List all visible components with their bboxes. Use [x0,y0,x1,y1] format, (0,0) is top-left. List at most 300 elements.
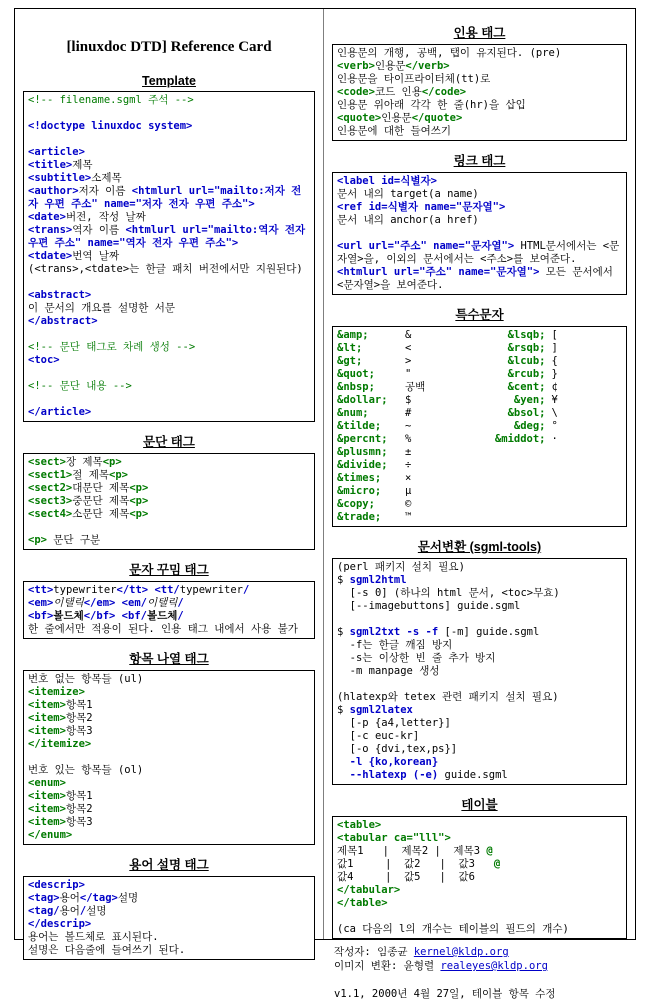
entity-value: ± [405,446,411,458]
code-line [337,639,622,652]
link-tags-box [332,172,627,295]
code-text: 용어 [60,892,80,904]
section-list-tags [23,649,315,845]
code-line [28,172,310,185]
code-line [337,86,622,99]
entity-value: 공백 [405,381,425,393]
code-line [28,944,310,957]
code-text: 제목 [72,159,92,171]
code-line [337,717,622,730]
code-line [28,738,310,751]
code-text: [-c euc-kr] [337,730,419,742]
sgml-tag: </enum> [28,829,72,841]
sgml-tag: </tag> [80,892,118,904]
code-line [337,240,622,266]
code-text: 버전, 작성 날짜 [66,211,146,223]
section-special-chars [332,305,627,527]
code-text: $ [337,704,350,716]
code-text [337,756,350,768]
code-line [28,120,310,133]
code-line [28,777,310,790]
code-text: [-o {dvi,tex,ps}] [337,743,457,755]
code-text: 인용문의 개행, 공백, 탭이 유지된다. (pre) [337,47,561,59]
sgml-tag: </tt> [117,584,149,596]
code-text: 항목1 [66,699,93,711]
code-text: 값4 | 값5 | 값6 [337,871,475,883]
description-tags-heading: 용어 설명 태그 [23,855,315,873]
sgml-tag: </verb> [405,60,449,72]
converter-email-link[interactable]: realeyes@kldp.org [440,960,547,972]
code-text: [-p {a4,letter}] [337,717,451,729]
sgml-tag: <date> [28,211,66,223]
sgml-tag: <sect> [28,456,66,468]
entity-name: &lt; [337,342,399,355]
code-line [28,146,310,159]
entity-value: # [405,407,411,419]
sgml-tag: </table> [337,897,388,909]
code-text: (perl 패키지 설치 필요) [337,561,465,573]
code-text: (<trans>,<tdate>는 한글 패치 버전에서만 지원된다) [28,263,303,275]
code-line [337,266,622,292]
sgml-tag: <author> [28,185,79,197]
entity-row [480,407,623,420]
sgml-tag: </bf> [84,610,116,622]
sgml-tag: </quote> [412,112,463,124]
code-line [28,918,310,931]
code-line [337,201,622,214]
card-title: [linuxdoc DTD] Reference Card [23,39,315,56]
sgml-tag: <!doctype linuxdoc system> [28,120,192,132]
entity-name: &plusmn; [337,446,399,459]
code-line [28,224,310,250]
char-decoration-tags-heading: 문자 꾸밈 태그 [23,560,315,578]
code-line [337,652,622,665]
code-line [337,175,622,188]
code-line [28,107,310,120]
code-text: 절 제목 [72,469,109,481]
code-line [28,94,310,107]
entity-value: < [405,342,411,354]
code-text: 문서 내의 target(a name) [337,188,479,200]
entity-name: &num; [337,407,399,420]
code-text: 볼드체 [53,610,83,622]
code-line [28,508,310,521]
entity-value: ÷ [405,459,411,471]
code-text: 코드 인용 [375,86,422,98]
code-text: 용어 [60,905,80,917]
code-line [337,858,622,871]
sgml-tag: <sect3> [28,495,72,507]
code-line [337,626,622,639]
sgml-tag: <p> [129,495,148,507]
entity-value: & [405,329,411,341]
sgml-tag: <sect2> [28,482,72,494]
code-line [28,521,310,534]
entity-value: ° [552,420,558,432]
code-line [334,973,625,987]
code-text: -s는 이상한 빈 줄 추가 방지 [337,652,495,664]
sgml-tag: @ [494,858,500,870]
entity-value: { [552,355,558,367]
entity-row [337,511,480,524]
code-line [28,597,310,610]
entity-name: &quot; [337,368,399,381]
entity-value: " [405,368,411,380]
code-line [28,406,310,419]
code-line [28,623,310,636]
entity-value: [ [552,329,558,341]
code-text: 볼드체 [147,610,177,622]
code-text: [-m] guide.sgml [438,626,539,638]
code-line [337,227,622,240]
entity-name: &yen; [480,394,546,407]
sgml-tag: / [177,610,183,622]
special-chars-box [332,326,627,527]
sgml-tag: <item> [28,699,66,711]
entity-row [337,329,480,342]
author-email-link[interactable]: kernel@kldp.org [414,946,509,958]
sgml-tag: <htmlurl url="mailto:역자 전자 우편 주소" name="역자 전자 우편 주소"> [28,224,311,249]
code-text: 설명은 다음줄에 들여쓰기 된다. [28,944,185,956]
sgml-tag: <bf> [28,610,53,622]
code-line [337,613,622,626]
entity-name: &copy; [337,498,399,511]
entity-row [337,472,480,485]
sgml-tag: --hlatexp (-e) [350,769,439,781]
code-text: 인용문 위아래 각각 한 줄(hr)을 삽입 [337,99,526,111]
code-line [28,315,310,328]
entity-row [337,446,480,459]
code-text: -f는 한글 깨짐 방지 [337,639,452,651]
code-line [337,99,622,112]
sgml-tag: <item> [28,790,66,802]
code-line [28,495,310,508]
sgml-tag: <p> [103,456,122,468]
sgml-tag: <url url="주소" name="문자열"> [337,240,514,252]
code-line [28,584,310,597]
code-line [337,574,622,587]
entity-value: ~ [405,420,411,432]
code-line [337,73,622,86]
code-text: 이탤릭 [53,597,83,609]
code-text: typewriter [180,584,243,596]
entity-value: © [405,498,411,510]
version-text: v1.1, 2000년 4월 27일, 테이블 항목 수정 [334,988,556,1000]
code-text: 역자 이름 [72,224,125,236]
code-text [337,769,350,781]
code-line [334,959,625,973]
code-line [337,214,622,227]
entity-name: &micro; [337,485,399,498]
code-text: 설명 [86,905,106,917]
entity-name: &lsqb; [480,329,546,342]
description-tags-box [23,876,315,960]
entity-value: ¢ [552,381,558,393]
entity-row [480,329,623,342]
entity-name: &amp; [337,329,399,342]
entity-name: &trade; [337,511,399,524]
code-line [28,250,310,263]
code-text: 이 문서의 개요를 설명한 서문 [28,302,175,314]
entity-column-1 [337,329,480,524]
entity-column-2 [480,329,623,524]
code-text: 항목2 [66,712,93,724]
code-line [337,60,622,73]
sgml-tag: <p> [129,482,148,494]
sgml-tag: <tdate> [28,250,72,262]
code-line [337,691,622,704]
code-line [28,159,310,172]
entity-row [480,433,623,446]
entity-row [480,342,623,355]
quote-tags-heading: 인용 태그 [332,23,627,41]
code-text: 설명 [118,892,138,904]
sgml-tag: <ref id=식별자 name="문자열"> [337,201,505,213]
section-table [332,795,627,939]
entity-name: &lcub; [480,355,546,368]
code-line [334,945,625,959]
code-line [28,764,310,777]
sgml-tag: sgml2latex [350,704,413,716]
entity-row [337,459,480,472]
sgml-tag: <enum> [28,777,66,789]
char-decoration-tags-box [23,581,315,639]
special-chars-heading: 특수문자 [332,305,627,323]
entity-row [337,407,480,420]
code-line [337,819,622,832]
link-tags-heading: 링크 태그 [332,151,627,169]
sgml-tag: <em/ [122,597,147,609]
code-line [28,699,310,712]
code-line [28,380,310,393]
code-text: 한 줄에서만 적용이 된다. 인용 태그 내에서 사용 불가 [28,623,298,635]
sgml-tag: <htmlurl url="mailto:저자 전자 우편 주소" name="저자 전자 우편 주소"> [28,185,301,210]
code-text: 소제목 [91,172,121,184]
sgml-tag: </article> [28,406,91,418]
entity-name: &nbsp; [337,381,399,394]
sgml-tag: <subtitle> [28,172,91,184]
entity-value: ] [552,342,558,354]
entity-value: ¥ [552,394,558,406]
code-line [28,341,310,354]
code-text: $ [337,626,350,638]
entity-name: &percnt; [337,433,399,446]
code-line [337,125,622,138]
code-text: 인용문을 타이프라이터체(tt)로 [337,73,490,85]
code-text: 항목3 [66,725,93,737]
code-line [337,47,622,60]
entity-name: &tilde; [337,420,399,433]
code-line [337,665,622,678]
code-line [337,112,622,125]
entity-name: &divide; [337,459,399,472]
section-doc-conversion [332,537,627,785]
sgml-tag: <itemize> [28,686,85,698]
code-line [337,871,622,884]
sgml-tag: <sect4> [28,508,72,520]
entity-row [480,394,623,407]
code-line [28,328,310,341]
entity-row [480,355,623,368]
sgml-tag: <sect1> [28,469,72,481]
code-text: 항목3 [66,816,93,828]
code-line [28,829,310,842]
sgml-tag: <item> [28,803,66,815]
entity-row [337,342,480,355]
code-text: 장 제목 [66,456,103,468]
code-line [28,751,310,764]
paragraph-tags-box [23,453,315,550]
quote-tags-box [332,44,627,141]
code-line [28,931,310,944]
sgml-tag: <item> [28,712,66,724]
sgml-tag: <trans> [28,224,72,236]
code-line [28,534,310,547]
code-text: 항목1 [66,790,93,802]
right-sections-container [332,23,627,1005]
entity-value: \ [552,407,558,419]
code-text: 중문단 제목 [72,495,129,507]
code-text: 인용문에 대한 들여쓰기 [337,125,451,137]
sgml-tag: <tag> [28,892,60,904]
sgml-tag: <em> [28,597,53,609]
entity-row [337,368,480,381]
sgml-tag: -l {ko,korean} [350,756,439,768]
sgml-tag: <toc> [28,354,60,366]
entity-row [337,420,480,433]
entity-row [337,485,480,498]
sgml-tag: sgml2txt -s -f [350,626,439,638]
code-line [28,712,310,725]
code-line [28,276,310,289]
entity-row [480,381,623,394]
code-text: (hlatexp와 tetex 관련 패키지 설치 필요) [337,691,559,703]
code-line [28,816,310,829]
sgml-tag: / [243,584,249,596]
section-credits [332,941,627,1005]
entity-row [480,368,623,381]
right-column [323,9,635,939]
sgml-tag: <label id=식별자> [337,175,437,187]
code-line [337,730,622,743]
table-heading: 테이블 [332,795,627,813]
code-text: 제목1 | 제목2 | 제목3 [337,845,486,857]
code-line [28,905,310,918]
code-text: 번호 있는 항목들 (ol) [28,764,143,776]
code-line [334,987,625,1001]
sgml-tag: <p> [109,469,128,481]
left-column [15,9,323,939]
section-char-decoration-tags [23,560,315,639]
code-line [337,600,622,613]
template-box [23,91,315,422]
code-text: 문단 구분 [47,534,100,546]
entity-row [337,498,480,511]
entity-name: &cent; [480,381,546,394]
entity-value: µ [405,485,411,497]
code-text: 저자 이름 [79,185,132,197]
code-text: 번역 날짜 [72,250,119,262]
code-text: 이미지 변환: 윤형렬 [334,960,440,972]
code-text: 항목2 [66,803,93,815]
sgml-tag: </em> [84,597,116,609]
entity-row [480,420,623,433]
sgml-tag: </abstract> [28,315,98,327]
entity-value: × [405,472,411,484]
code-text: 용어는 볼드체로 표시된다. [28,931,159,943]
sgml-tag: <quote> [337,112,381,124]
code-text: 번호 없는 항목들 (ul) [28,673,143,685]
entity-value: $ [405,394,411,406]
code-line [28,211,310,224]
sgml-tag: <tabular ca="lll"> [337,832,451,844]
code-text: 이탤릭 [147,597,177,609]
code-line [28,185,310,211]
section-paragraph-tags [23,432,315,550]
paragraph-tags-heading: 문단 태그 [23,432,315,450]
sgml-tag: / [80,905,86,917]
list-tags-box [23,670,315,845]
sgml-comment: <!-- 문단 내용 --> [28,380,132,392]
sgml-tag: sgml2html [350,574,407,586]
code-line [337,188,622,201]
code-line [337,704,622,717]
sgml-tag: <p> [129,508,148,520]
code-line [28,289,310,302]
code-line [28,133,310,146]
code-text: guide.sgml [438,769,508,781]
entity-row [337,394,480,407]
section-description-tags [23,855,315,960]
doc-conversion-heading: 문서변환 (sgml-tools) [332,537,627,555]
code-line [337,832,622,845]
entity-name: &dollar; [337,394,399,407]
sgml-tag: <item> [28,816,66,828]
code-line [337,769,622,782]
code-line [337,897,622,910]
section-quote-tags [332,23,627,141]
sgml-comment: <!-- filename.sgml 주석 --> [28,94,194,106]
code-line [28,610,310,623]
code-text: [--imagebuttons] guide.sgml [337,600,520,612]
code-line [28,725,310,738]
sgml-tag: </code> [422,86,466,98]
code-line [337,756,622,769]
code-line [337,587,622,600]
entity-value: ™ [405,511,411,523]
sgml-tag: <title> [28,159,72,171]
code-line [337,923,622,936]
sgml-tag: <table> [337,819,381,831]
sgml-tag: <tag/ [28,905,60,917]
code-line [28,469,310,482]
code-line [28,354,310,367]
reference-card [14,8,636,940]
code-line [337,743,622,756]
code-text: 모든 문서에서 <문자열>을 보여준다. [337,266,619,291]
code-text: 소문단 제목 [72,508,129,520]
code-text: 값1 | 값2 | 값3 [337,858,494,870]
code-text: 대문단 제목 [72,482,129,494]
sgml-tag: </itemize> [28,738,91,750]
sgml-tag: / [177,597,183,609]
code-line [28,686,310,699]
entity-value: } [552,368,558,380]
entity-value: % [405,433,411,445]
entity-name: &rcub; [480,368,546,381]
code-line [28,302,310,315]
doc-conversion-box [332,558,627,785]
